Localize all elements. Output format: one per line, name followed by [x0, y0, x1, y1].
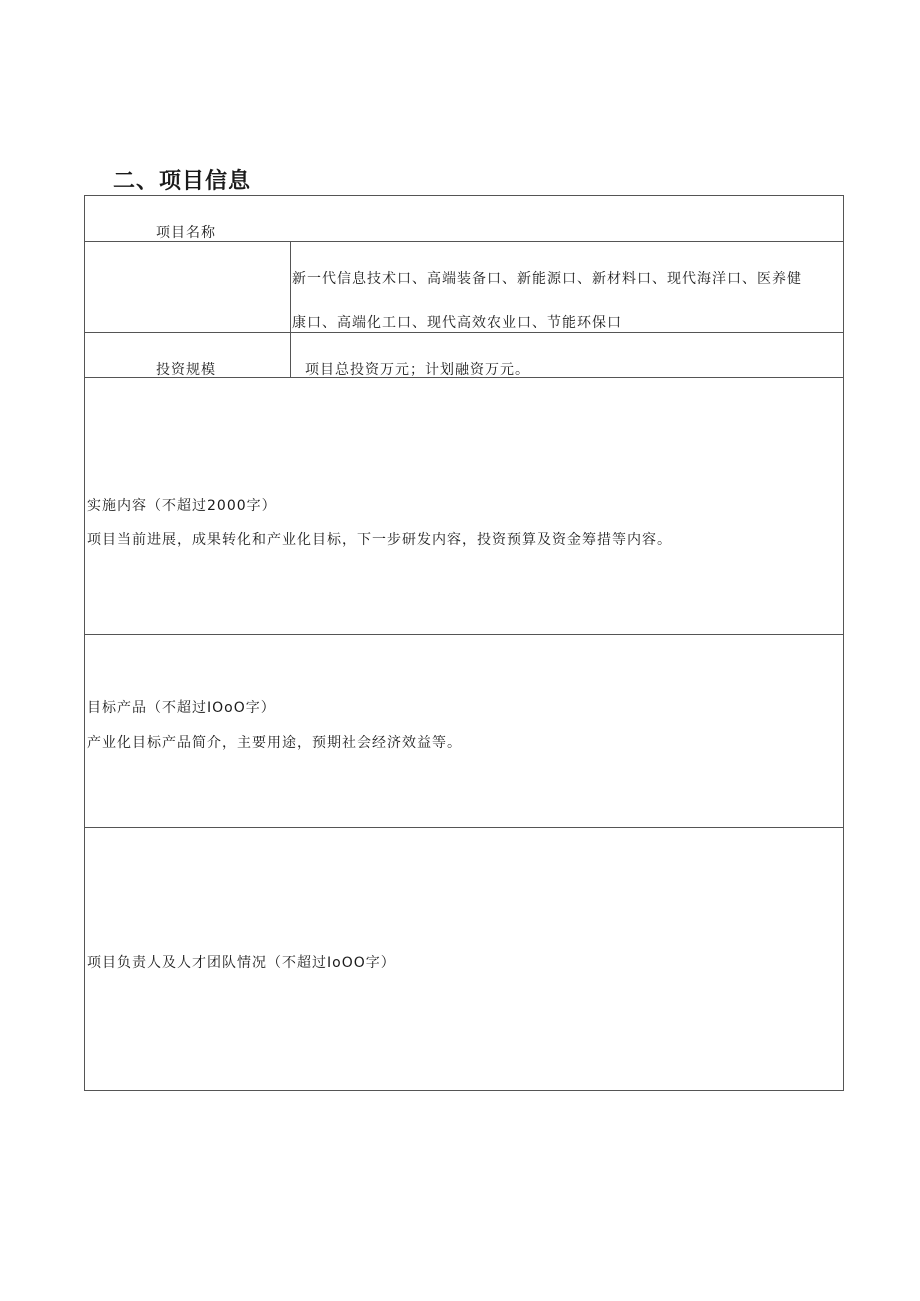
- investment-label: 投资规模: [156, 362, 216, 378]
- investment-scale-row: [85, 333, 843, 378]
- section-title: 二、项目信息: [113, 169, 252, 194]
- target-product-row: [85, 635, 843, 828]
- project-info-form: [84, 195, 844, 1091]
- project-name-label: 项目名称: [156, 225, 216, 241]
- implementation-description: 项目当前进展，成果转化和产业化目标，下一步研发内容，投资预算及资金筹措等内容。: [87, 532, 672, 548]
- product-description: 产业化目标产品简介，主要用途，预期社会经济效益等。: [87, 735, 462, 751]
- industry-category-row: [85, 242, 843, 333]
- column-divider: [290, 333, 291, 377]
- category-options-line-1[interactable]: 新一代信息技术口、高端装备口、新能源口、新材料口、现代海洋口、医养健: [292, 271, 802, 287]
- implementation-row: [85, 378, 843, 635]
- team-row: [85, 828, 843, 1090]
- product-title: 目标产品（不超过IOoO字）: [87, 700, 276, 716]
- column-divider: [290, 242, 291, 332]
- investment-value[interactable]: 项目总投资万元；计划融资万元。: [305, 362, 530, 378]
- implementation-title: 实施内容（不超过2000字）: [87, 498, 277, 514]
- project-name-row: [85, 196, 843, 242]
- category-options-line-2[interactable]: 康口、高端化工口、现代高效农业口、节能环保口: [292, 315, 622, 331]
- team-title: 项目负责人及人才团队情况（不超过IoOO字）: [87, 955, 396, 971]
